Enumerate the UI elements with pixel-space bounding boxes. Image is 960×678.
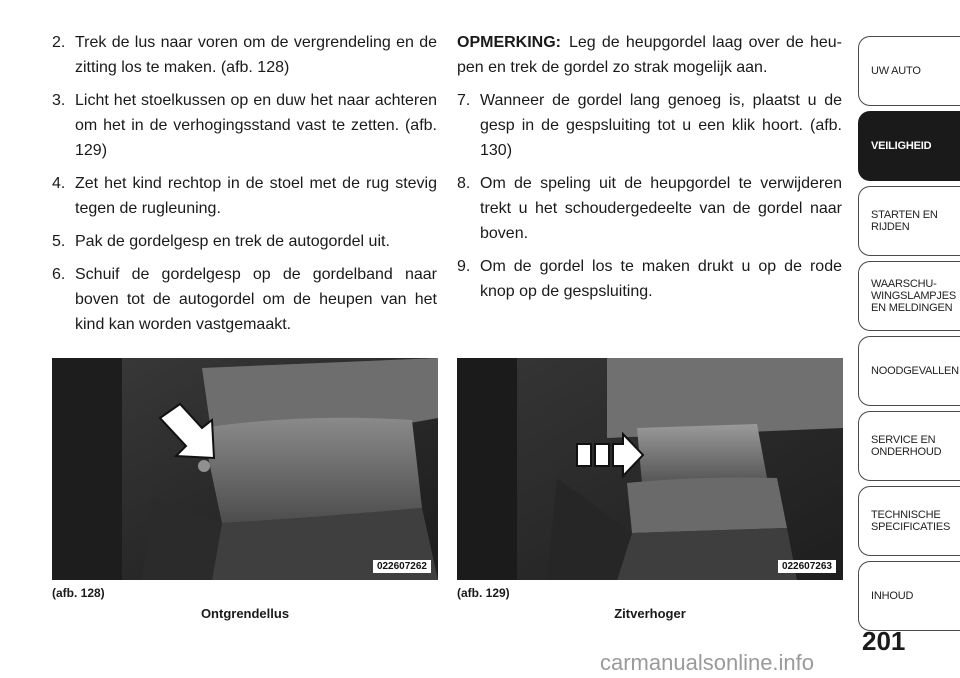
item-number: 8. bbox=[457, 175, 471, 192]
tab-label: WAARSCHU- WINGSLAMPJES EN MELDINGEN bbox=[871, 278, 957, 314]
tab-waarschuwingslampjes[interactable] bbox=[858, 261, 960, 331]
list-item bbox=[457, 88, 842, 163]
note-text: Leg de heupgordel laag over de heu-pen en trek de gordel zo strak mogelijk aan. bbox=[457, 34, 842, 76]
tab-noodgevallen[interactable] bbox=[858, 336, 960, 406]
tab-starten-en-rijden[interactable] bbox=[858, 186, 960, 256]
item-number: 9. bbox=[457, 258, 471, 275]
item-number: 4. bbox=[52, 175, 66, 192]
tab-label: UW AUTO bbox=[871, 65, 921, 77]
left-column bbox=[52, 30, 437, 345]
list-item bbox=[457, 254, 842, 304]
item-text: Pak de gordelgesp en trek de autogordel uit. bbox=[75, 233, 390, 250]
item-number: 5. bbox=[52, 233, 66, 250]
item-number: 2. bbox=[52, 34, 66, 51]
list-item bbox=[457, 171, 842, 246]
page-number: 201 bbox=[862, 626, 906, 656]
figure-photo-seat-release bbox=[52, 358, 438, 580]
booster-seat-illustration bbox=[457, 358, 843, 580]
list-item bbox=[52, 171, 437, 221]
note-heading: OPMERKING: bbox=[457, 34, 561, 51]
note bbox=[457, 30, 842, 80]
tab-veiligheid[interactable] bbox=[858, 111, 960, 181]
item-text: Licht het stoelkussen op en duw het naar achteren om het in de verhogingsstand vast te zetten. (afb. 129) bbox=[75, 92, 437, 159]
item-number: 7. bbox=[457, 92, 471, 109]
tab-label: INHOUD bbox=[871, 590, 914, 602]
figure-label: (afb. 129) bbox=[457, 586, 510, 600]
figure-label: (afb. 128) bbox=[52, 586, 105, 600]
item-number: 6. bbox=[52, 266, 66, 283]
figure-code: 022607262 bbox=[373, 560, 431, 573]
figure-photo-booster-seat bbox=[457, 358, 843, 580]
tab-label: NOODGEVALLEN bbox=[871, 365, 959, 377]
figure-code: 022607263 bbox=[778, 560, 836, 573]
watermark-text: carmanualsonline.info bbox=[600, 650, 815, 675]
tab-label: TECHNISCHE SPECIFICATIES bbox=[871, 509, 951, 533]
list-item bbox=[52, 88, 437, 163]
item-text: Zet het kind rechtop in de stoel met de rug stevig tegen de rugleuning. bbox=[75, 175, 437, 217]
section-tabs bbox=[858, 36, 960, 636]
tab-label: STARTEN EN RIJDEN bbox=[871, 209, 938, 233]
tab-label: VEILIGHEID bbox=[871, 140, 932, 152]
list-item bbox=[52, 30, 437, 80]
seat-release-illustration bbox=[52, 358, 438, 580]
item-text: Om de gordel los te maken drukt u op de rode knop op de gespsluiting. bbox=[480, 258, 842, 300]
list-item bbox=[52, 262, 437, 337]
tab-inhoud[interactable] bbox=[858, 561, 960, 631]
list-item bbox=[52, 229, 437, 254]
item-text: Om de speling uit de heupgordel te verwijderen trekt u het schoudergedeelte van de gordel naar boven. bbox=[480, 175, 842, 242]
figure-caption: Ontgrendellus bbox=[200, 606, 290, 621]
item-text: Wanneer de gordel lang genoeg is, plaatst u de gesp in de gespsluiting tot u een klik hoort. (afb. 130) bbox=[480, 92, 842, 159]
figure-caption: Zitverhoger bbox=[614, 606, 686, 621]
tab-uw-auto[interactable] bbox=[858, 36, 960, 106]
item-number: 3. bbox=[52, 92, 66, 109]
item-text: Schuif de gordelgesp op de gordelband naar boven tot de autogordel om de heupen van het kind kan worden vastgemaakt. bbox=[75, 266, 437, 333]
tab-service-en-onderhoud[interactable] bbox=[858, 411, 960, 481]
item-text: Trek de lus naar voren om de vergrendeling en de zitting los te maken. (afb. 128) bbox=[75, 34, 437, 76]
right-column bbox=[457, 30, 842, 312]
tab-label: SERVICE EN ONDERHOUD bbox=[871, 434, 942, 458]
tab-technische-specificaties[interactable] bbox=[858, 486, 960, 556]
